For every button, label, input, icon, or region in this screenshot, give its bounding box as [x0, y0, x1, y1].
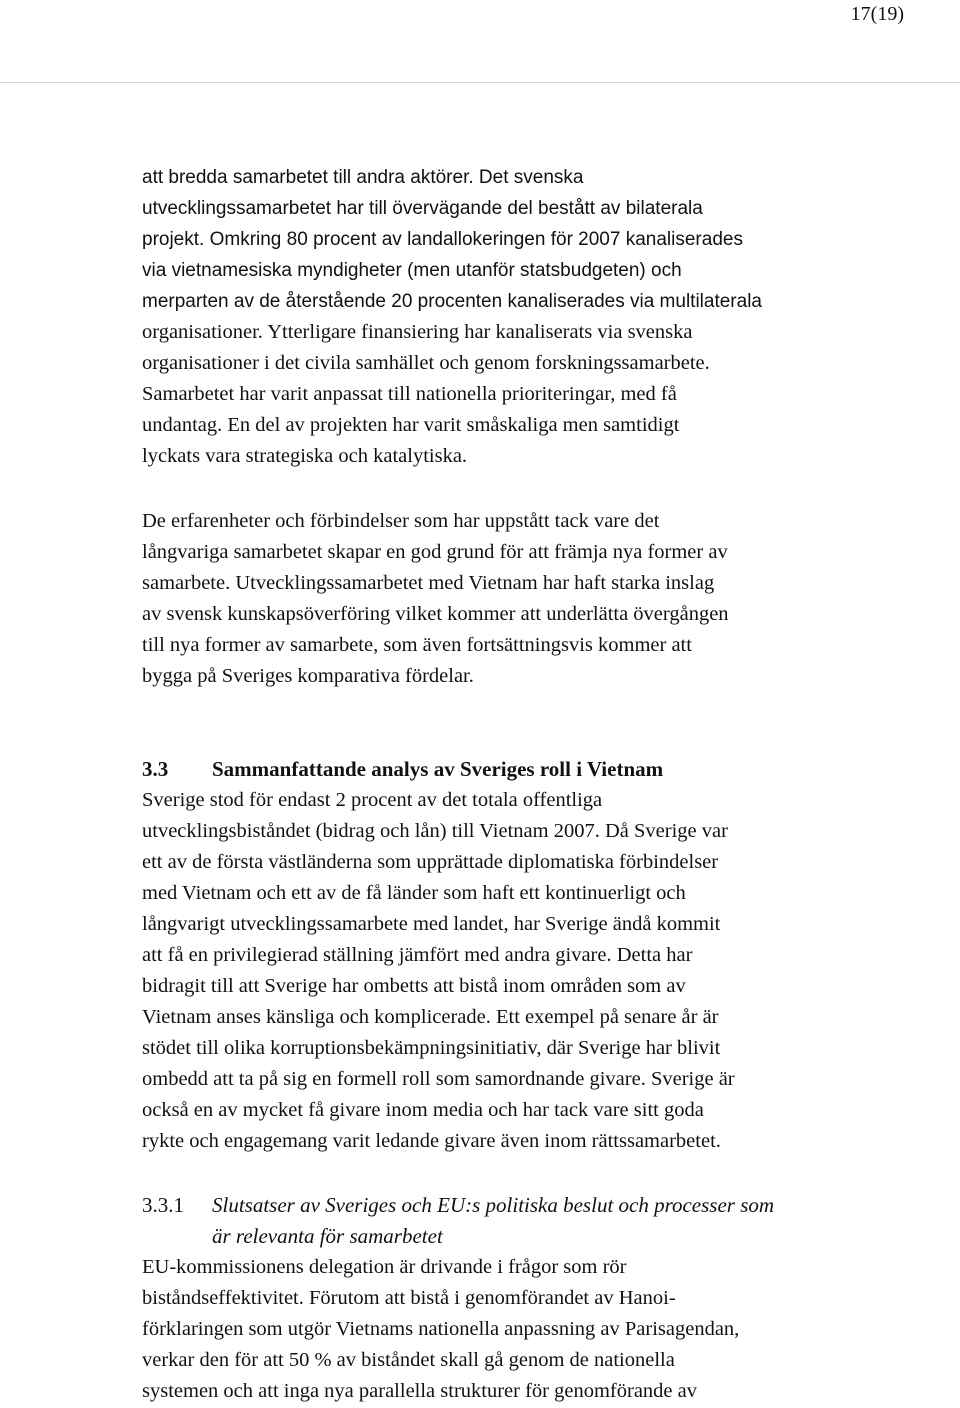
text-line: utvecklingsbiståndet (bidrag och lån) till Vietnam 2007. Då Sverige var: [142, 820, 728, 842]
text-line: till nya former av samarbete, som även fortsättningsvis kommer att: [142, 634, 692, 656]
text-line: lyckats vara strategiska och katalytiska.: [142, 445, 468, 467]
text-line: att få en privilegierad ställning jämfört med andra givare. Detta har: [142, 944, 693, 966]
text-line: bygga på Sveriges komparativa fördelar.: [142, 665, 474, 687]
text-line: projekt. Omkring 80 procent av landallokeringen för 2007 kanaliserades: [142, 229, 743, 250]
text-line: utvecklingssamarbetet har till övervägande del bestått av bilaterala: [142, 198, 703, 219]
paragraph-sweden-role: [142, 785, 858, 1157]
text-line: Samarbetet har varit anpassat till nationella prioriteringar, med få: [142, 383, 677, 405]
text-line: systemen och att inga nya parallella strukturer för genomförande av: [142, 1380, 698, 1402]
text-line: med Vietnam och ett av de få länder som haft ett kontinuerligt och: [142, 882, 686, 904]
paragraph-aid-channels: [142, 162, 858, 472]
paragraph-eu-delegation: [142, 1252, 858, 1407]
subsection-heading: [142, 1190, 858, 1252]
text-line: Vietnam anses känsliga och komplicerade. Ett exempel på senare år är: [142, 1006, 719, 1028]
text-line: ombedd att ta på sig en formell roll som samordnande givare. Sverige är: [142, 1068, 735, 1090]
text-line: långvariga samarbetet skapar en god grund för att främja nya former av: [142, 541, 728, 563]
header-rule: [0, 82, 960, 83]
section-title: Sammanfattande analys av Sveriges roll i Vietnam: [212, 757, 664, 781]
text-line: merparten av de återstående 20 procenten kanaliserades via multilaterala: [142, 291, 762, 312]
text-line: organisationer. Ytterligare finansiering har kanaliserats via svenska: [142, 321, 693, 343]
section-number: 3.3: [142, 757, 169, 781]
page-number: 17(19): [850, 3, 904, 25]
text-line: Sverige stod för endast 2 procent av det totala offentliga: [142, 789, 603, 811]
text-line: verkar den för att 50 % av biståndet skall gå genom de nationella: [142, 1349, 675, 1371]
text-line: av svensk kunskapsöverföring vilket kommer att underlätta övergången: [142, 603, 729, 625]
text-line: undantag. En del av projekten har varit småskaliga men samtidigt: [142, 414, 680, 436]
subsection-number: 3.3.1: [142, 1193, 184, 1217]
text-line: stödet till olika korruptionsbekämpningsinitiativ, där Sverige har blivit: [142, 1037, 721, 1059]
paragraph-experiences: [142, 506, 858, 692]
text-line: De erfarenheter och förbindelser som har uppstått tack vare det: [142, 510, 660, 532]
subsection-title-line: är relevanta för samarbetet: [212, 1224, 443, 1248]
text-line: via vietnamesiska myndigheter (men utanför statsbudgeten) och: [142, 260, 682, 281]
section-heading: [142, 754, 858, 785]
text-line: rykte och engagemang varit ledande givare även inom rättssamarbetet.: [142, 1130, 721, 1152]
text-line: att bredda samarbetet till andra aktörer. Det svenska: [142, 167, 584, 188]
text-line: långvarigt utvecklingssamarbete med landet, har Sverige ändå kommit: [142, 913, 721, 935]
text-line: samarbete. Utvecklingssamarbetet med Vietnam har haft starka inslag: [142, 572, 715, 594]
text-line: EU-kommissionens delegation är drivande i frågor som rör: [142, 1256, 627, 1278]
text-line: bidragit till att Sverige har ombetts att bistå inom områden som av: [142, 975, 686, 997]
text-line: förklaringen som utgör Vietnams nationella anpassning av Parisagendan,: [142, 1318, 740, 1340]
text-line: organisationer i det civila samhället och genom forskningssamarbete.: [142, 352, 710, 374]
text-line: biståndseffektivitet. Förutom att bistå i genomförandet av Hanoi-: [142, 1287, 676, 1309]
text-line: också en av mycket få givare inom media och har tack vare sitt goda: [142, 1099, 704, 1121]
subsection-title-line: Slutsatser av Sveriges och EU:s politiska beslut och processer som: [212, 1193, 775, 1217]
text-line: ett av de första västländerna som upprättade diplomatiska förbindelser: [142, 851, 719, 873]
